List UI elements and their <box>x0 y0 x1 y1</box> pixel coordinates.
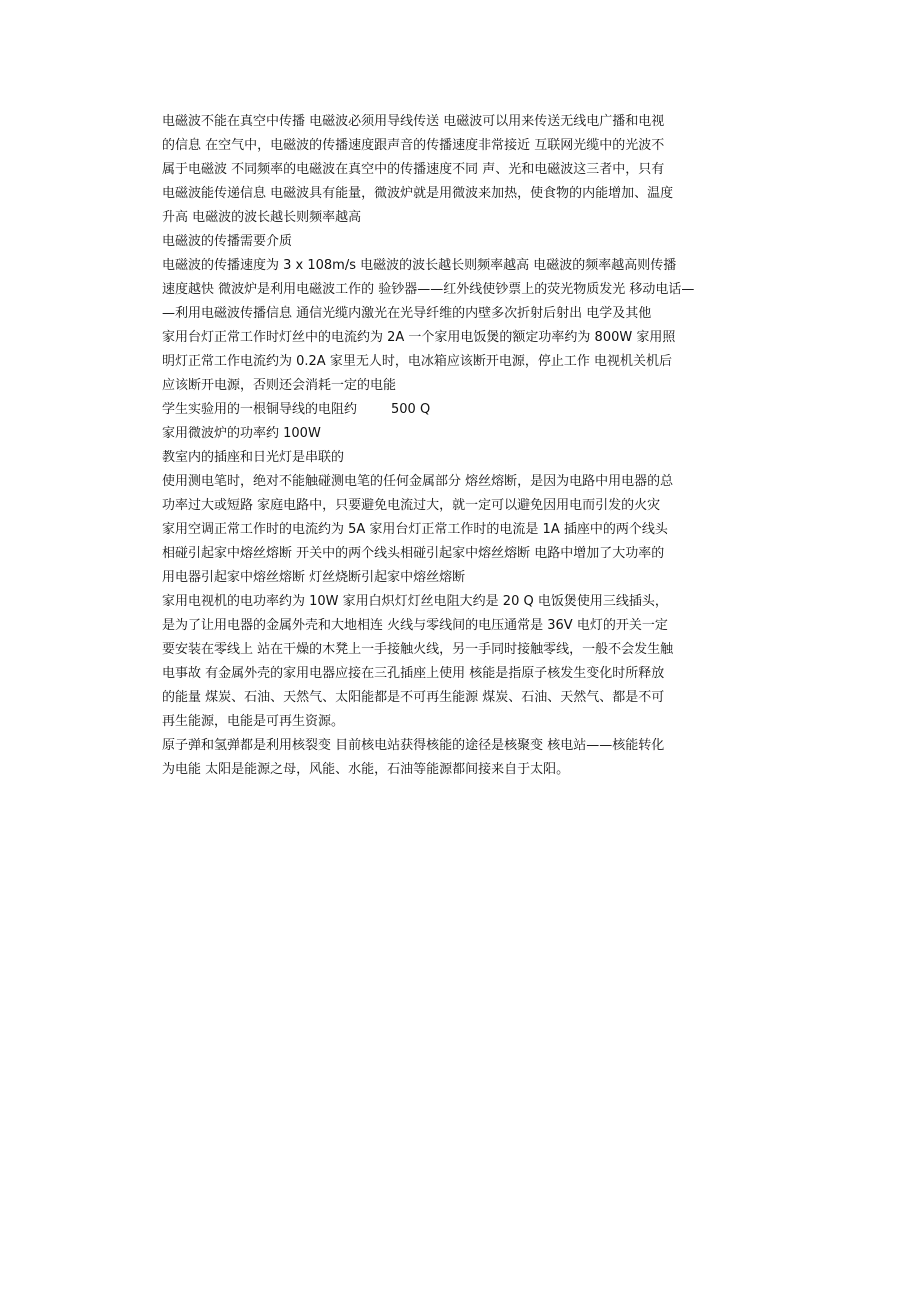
text-line: 属于电磁波 不同频率的电磁波在真空中的传播速度不同 声、光和电磁波这三者中，只有 <box>162 162 665 177</box>
text-line: 速度越快 微波炉是利用电磁波工作的 验钞器——红外线使钞票上的荧光物质发光 移动电话— <box>162 282 695 297</box>
text-line: 电磁波的传播需要介质 <box>162 234 293 249</box>
paragraph-nuclear-energy <box>162 734 702 782</box>
resistance-value: 500 Q <box>391 402 431 417</box>
text-line: 的能量 煤炭、石油、天然气、太阳能都是不可再生能源 煤炭、石油、天然气、都是不可 <box>162 690 665 705</box>
text-line: —利用电磁波传播信息 通信光缆内激光在光导纤维的内壁多次折射后射出 电学及其他 <box>162 306 652 321</box>
text-line: 再生能源，电能是可再生资源。 <box>162 714 345 729</box>
text-line: 家用台灯正常工作时灯丝中的电流约为 2A 一个家用电饭煲的额定功率约为 800W 家用照 <box>162 330 676 345</box>
text-line: 原子弹和氢弹都是利用核裂变 目前核电站获得核能的途径是核聚变 核电站——核能转化 <box>162 738 665 753</box>
text-line: 功率过大或短路 家庭电路中，只要避免电流过大，就一定可以避免因用电而引发的火灾 <box>162 498 661 513</box>
text-line: 学生实验用的一根铜导线的电阻约 <box>162 402 358 417</box>
paragraph-classroom-wiring <box>162 446 702 470</box>
text-line: 升高 电磁波的波长越长则频率越高 <box>162 210 362 225</box>
document-page <box>162 110 702 782</box>
paragraph-test-pen-fuse <box>162 470 702 590</box>
text-line: 教室内的插座和日光灯是串联的 <box>162 450 345 465</box>
text-line: 要安装在零线上 站在干燥的木凳上一手接触火线，另一手同时接触零线，一般不会发生触 <box>162 642 674 657</box>
paragraph-wave-speed <box>162 254 702 326</box>
text-line: 的信息 在空气中，电磁波的传播速度跟声音的传播速度非常接近 互联网光缆中的光波不 <box>162 138 665 153</box>
paragraph-tv-power-energy <box>162 590 702 734</box>
text-line: 应该断开电源，否则还会消耗一定的电能 <box>162 378 397 393</box>
text-line: 家用电视机的电功率约为 10W 家用白炽灯灯丝电阻大约是 20 Q 电饭煲使用三线插头， <box>162 594 668 609</box>
text-line: 使用测电笔时，绝对不能触碰测电笔的任何金属部分 熔丝熔断，是因为电路中用电器的总 <box>162 474 674 489</box>
text-line: 电磁波能传递信息 电磁波具有能量，微波炉就是用微波来加热，使食物的内能增加、温度 <box>162 186 674 201</box>
paragraph-household-current <box>162 326 702 398</box>
text-line-with-value <box>162 398 702 422</box>
text-line: 相碰引起家中熔丝熔断 开关中的两个线头相碰引起家中熔丝熔断 电路中增加了大功率的 <box>162 546 665 561</box>
text-line: 明灯正常工作电流约为 0.2A 家里无人时，电冰箱应该断开电源，停止工作 电视机关机后 <box>162 354 672 369</box>
paragraph-medium <box>162 230 702 254</box>
text-line: 家用空调正常工作时的电流约为 5A 家用台灯正常工作时的电流是 1A 插座中的两个线头 <box>162 522 668 537</box>
text-line: 电磁波不能在真空中传播 电磁波必须用导线传送 电磁波可以用来传送无线电广播和电视 <box>162 114 665 129</box>
text-line: 电事故 有金属外壳的家用电器应接在三孔插座上使用 核能是指原子核发生变化时所释放 <box>162 666 665 681</box>
text-line: 家用微波炉的功率约 100W <box>162 426 321 441</box>
paragraph-electromagnetic-statements <box>162 110 702 230</box>
text-line: 是为了让用电器的金属外壳和大地相连 火线与零线间的电压通常是 36V 电灯的开关一定 <box>162 618 668 633</box>
paragraph-microwave-power <box>162 422 702 446</box>
text-line: 电磁波的传播速度为 3 x 108m/s 电磁波的波长越长则频率越高 电磁波的频率越高则传播 <box>162 258 677 273</box>
text-line: 用电器引起家中熔丝熔断 灯丝烧断引起家中熔丝熔断 <box>162 570 466 585</box>
text-line: 为电能 太阳是能源之母，风能、水能，石油等能源都间接来自于太阳。 <box>162 762 570 777</box>
paragraph-copper-resistance <box>162 398 702 422</box>
